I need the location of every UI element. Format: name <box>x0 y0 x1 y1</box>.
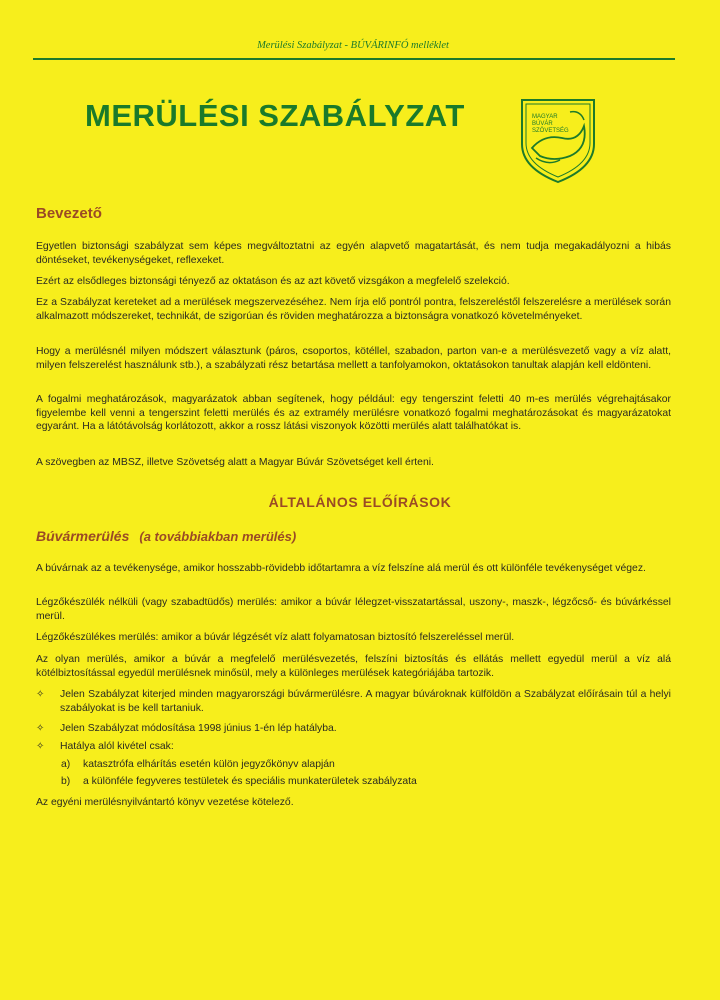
bullet-mark-icon: ✧ <box>36 741 45 752</box>
sub-item-letter: b) <box>61 776 71 787</box>
header-subtitle: Merülési Szabályzat - BÚVÁRINFÓ melléklet <box>257 40 449 51</box>
page-title: MERÜLÉSI SZABÁLYZAT <box>85 98 465 133</box>
bullet-mark-icon: ✧ <box>36 723 45 734</box>
logo-line-3: SZÖVETSÉG <box>532 128 569 134</box>
general-heading: ÁLTALÁNOS ELŐÍRÁSOK <box>268 494 452 510</box>
sub-item-text: katasztrófa elhárítás esetén külön jegyzőkönyv alapján <box>83 759 335 770</box>
list-item <box>36 740 671 754</box>
general-paragraph: A búvárnak az a tevékenysége, amikor hosszabb-rövidebb időtartamra a víz felszíne alá merül és ott különféle tevékenységet végez. <box>36 563 646 574</box>
diving-subheading <box>36 528 296 544</box>
intro-paragraph: Ez a Szabályzat kereteket ad a merülések megszervezéséhez. Nem írja elő pontról pontra, felszereléstől felszerelésre a merülések során alkalmazott módszereket, technikát, de szigorúan és röviden meghatározza a biztonságra vonatkozó követelményeket. <box>36 297 671 322</box>
logo-line-2: BÚVÁR <box>532 121 553 127</box>
diving-subheading-main: Búvármerülés <box>36 528 130 544</box>
general-paragraph: Légzőkészülék nélküli (vagy szabadtüdős) merülés: amikor a búvár lélegzet-visszatartással, uszony-, maszk-, légzőcső- és búvárkéssel merül. <box>36 597 671 622</box>
intro-paragraph: A fogalmi meghatározások, magyarázatok abban segítenek, hogy például: egy tengerszint feletti 40 m-es merülés végrehajtásakor figyelembe kell venni a tengerszint feletti merülés és az extramély merülésre vonatkozó fogalmi meghatározásokat és magyarázatokat egyaránt. Ha a látótávolság korlátozott, akkor a rossz látási viszonyok közötti merülés alatt találhatókat is. <box>36 394 671 432</box>
intro-paragraph: A szövegben az MBSZ, illetve Szövetség alatt a Magyar Búvár Szövetséget kell érteni. <box>36 457 434 468</box>
intro-paragraph: Egyetlen biztonsági szabályzat sem képes megváltoztatni az egyén alapvető magatartását, és nem tudja megakadályozni a hibás döntéseket, tevékenységeket, reflexeket. <box>36 241 671 266</box>
general-paragraph: Légzőkészülékes merülés: amikor a búvár légzését víz alatt folyamatosan biztosító felszereléssel merül. <box>36 632 515 643</box>
sub-list-item <box>61 758 671 772</box>
sub-item-letter: a) <box>61 759 71 770</box>
diving-subheading-paren: (a továbbiakban merülés) <box>139 529 297 544</box>
bullet-text: Hatálya alól kivétel csak: <box>60 741 174 752</box>
intro-paragraph: Ezért az elsődleges biztonsági tényező az oktatáson és az azt követő vizsgákon a megfelelő szelekció. <box>36 276 510 287</box>
bullet-text: Jelen Szabályzat kiterjed minden magyarországi búvármerülésre. A magyar búvároknak külföldön a Szabályzat előírásain túl a helyi szabályokat is be kell tartaniuk. <box>60 689 671 714</box>
header-rule <box>33 58 675 60</box>
general-paragraph: Az olyan merülés, amikor a búvár a megfelelő merülésvezetés, felszíni biztosítás és ellátás mellett egyedül merül a víz alá kötélbiztosítással egyedül merülésnek minősül, mely a különleges merülések kategóriájába tartozik. <box>36 654 671 679</box>
sub-list-item <box>61 775 671 789</box>
list-item <box>36 722 671 736</box>
mbsz-logo-icon <box>518 96 598 184</box>
logo-line-1: MAGYAR <box>532 114 558 120</box>
intro-heading: Bevezető <box>36 205 102 222</box>
bullet-text: Jelen Szabályzat módosítása 1998 június 1-én lép hatályba. <box>60 723 337 734</box>
closing-paragraph: Az egyéni merülésnyilvántartó könyv vezetése kötelező. <box>36 797 294 808</box>
intro-paragraph: Hogy a merülésnél milyen módszert választunk (páros, csoportos, kötéllel, szabadon, parton van-e a merülésvezető vagy a víz alatt, milyen felszerelést használunk stb.), a szabályzati rész betartása mellett a tanfolyamokon, oktatásokon tanultak alapján kell eldönteni. <box>36 346 671 371</box>
sub-item-text: a különféle fegyveres testületek és speciális munkaterületek szabályzata <box>83 776 417 787</box>
list-item <box>36 688 671 715</box>
bullet-mark-icon: ✧ <box>36 689 45 700</box>
